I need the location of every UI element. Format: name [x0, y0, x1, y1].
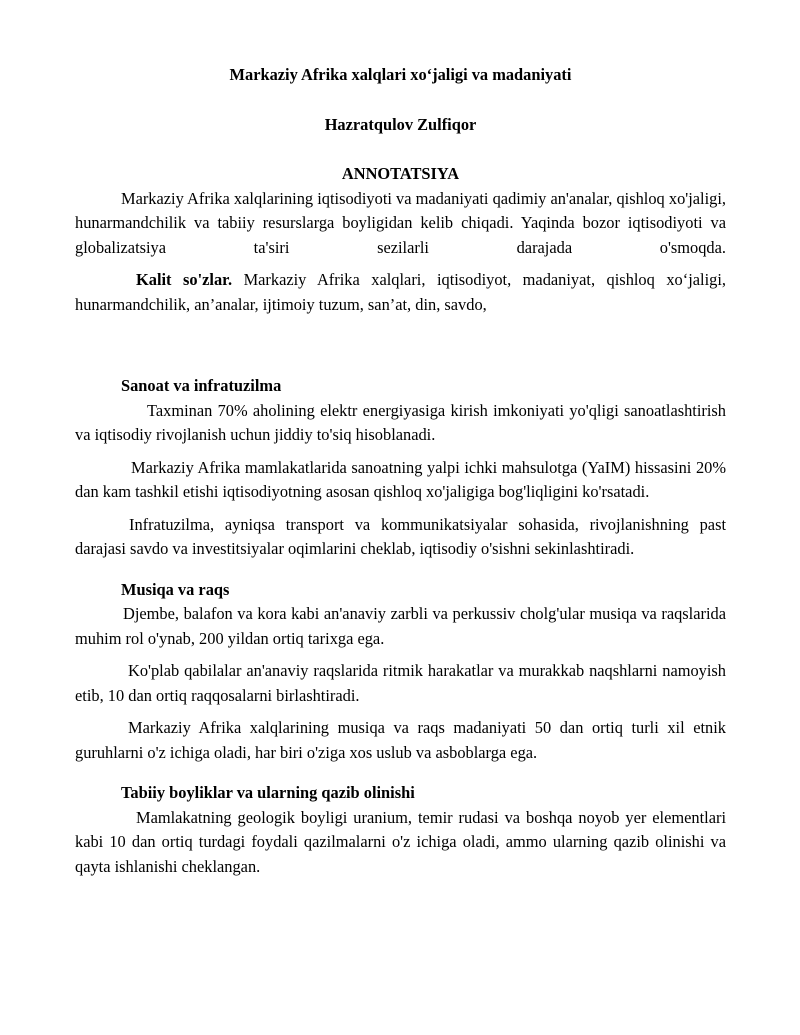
section-paragraph: Mamlakatning geologik boyligi uranium, temir rudasi va boshqa noyob yer elementlari kabi 10 dan ortiq turdagi foydali qazilmalarni o'z ichiga oladi, ammo ularning qazib olinishi va qayta ishlanishi cheklangan.	[75, 807, 726, 876]
annotation-paragraph: Markaziy Afrika xalqlarining iqtisodiyoti va madaniyati qadimiy an'analar, qishloq xo'jaligi, hunarmandchilik va tabiiy resurslarga boyligidan kelib chiqadi. Yaqinda bozor iqtisodiyoti va globalizatsiya ta'siri sezilarli darajada o'smoqda.	[75, 188, 726, 257]
section-heading-industry: Sanoat va infratuzilma	[121, 376, 282, 395]
keywords-text: Markaziy Afrika xalqlari, iqtisodiyot, madaniyat, qishloq xo‘jaligi, hunarmandchilik, an’analar, ijtimoiy tuzum, san’at, din, savdo,	[75, 270, 726, 314]
keywords-paragraph	[75, 268, 726, 317]
section-heading-natural-resources: Tabiiy boyliklar va ularning qazib olinishi	[121, 783, 415, 802]
document-page	[75, 63, 726, 879]
section-paragraph: Ko'plab qabilalar an'anaviy raqslarida ritmik harakatlar va murakkab naqshlarni namoyish etib, 10 dan ortiq raqqosalarni birlashtiradi.	[75, 661, 726, 705]
section-paragraph: Infratuzilma, ayniqsa transport va kommunikatsiyalar sohasida, rivojlanishning past darajasi savdo va investitsiyalar oqimlarini cheklab, iqtisodiy o'sishni sekinlashtiradi.	[75, 514, 726, 558]
author-name: Hazratqulov Zulfiqor	[324, 114, 477, 134]
section-paragraph: Taxminan 70% aholining elektr energiyasiga kirish imkoniyati yo'qligi sanoatlashtirish va iqtisodiy rivojlanish uchun jiddiy to'siq hisoblanadi.	[75, 400, 726, 444]
section-paragraph: Djembe, balafon va kora kabi an'anaviy zarbli va perkussiv cholg'ular musiqa va raqslarida muhim rol o'ynab, 200 yildan ortiq tarixga ega.	[75, 604, 726, 648]
annotation-heading: ANNOTATSIYA	[341, 164, 460, 183]
section-paragraph: Markaziy Afrika xalqlarining musiqa va raqs madaniyati 50 dan ortiq turli xil etnik guruhlarni o'z ichiga oladi, har biri o'ziga xos uslub va asboblarga ega.	[75, 718, 726, 762]
document-title: Markaziy Afrika xalqlari xo‘jaligi va madaniyati	[229, 65, 572, 84]
section-heading-music: Musiqa va raqs	[121, 579, 230, 599]
section-paragraph: Markaziy Afrika mamlakatlarida sanoatning yalpi ichki mahsulotga (YaIM) hissasini 20% dan kam tashkil etishi iqtisodiyotning asosan qishloq xo'jaligiga bog'liqligini ko'rsatadi.	[75, 457, 726, 501]
keywords-label: Kalit so'zlar.	[136, 270, 233, 289]
